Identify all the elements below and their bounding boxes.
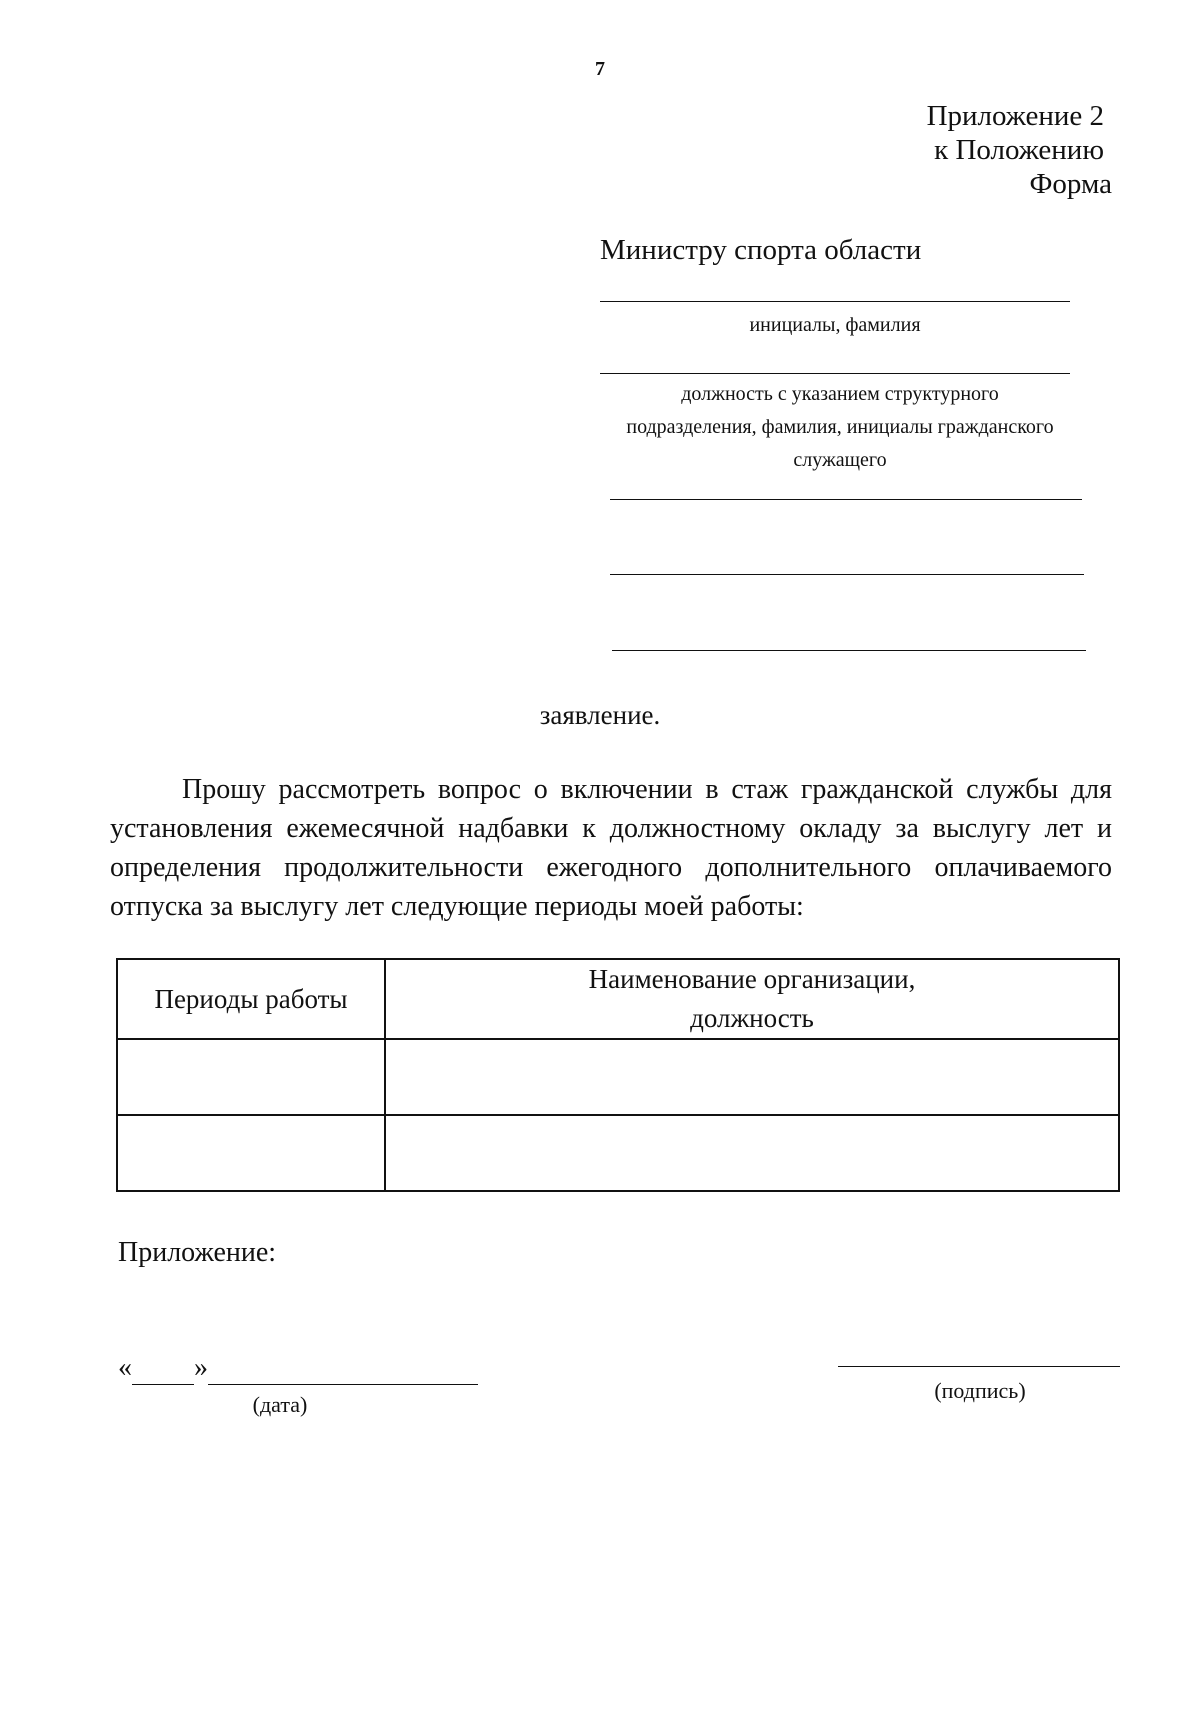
- period-cell[interactable]: [117, 1039, 385, 1115]
- date-caption: (дата): [252, 1392, 308, 1417]
- date-month-year-blank[interactable]: [208, 1352, 478, 1385]
- minister-name-line[interactable]: [600, 301, 1070, 302]
- period-cell[interactable]: [117, 1115, 385, 1191]
- initials-caption: инициалы, фамилия: [749, 314, 921, 336]
- column-header-periods: Периоды работы: [117, 959, 385, 1039]
- addressee-label: Министру спорта области: [600, 234, 922, 266]
- organization-cell[interactable]: [385, 1039, 1119, 1115]
- signature-line[interactable]: [838, 1366, 1120, 1367]
- date-day-blank[interactable]: [132, 1352, 194, 1385]
- appendix-number: Приложение 2: [926, 100, 1104, 132]
- column-header-organization-line-1: Наименование организации,: [588, 964, 916, 994]
- document-title: заявление.: [539, 700, 661, 730]
- position-caption: [590, 378, 1090, 477]
- table-row: [117, 1115, 1119, 1191]
- column-header-organization: [385, 959, 1119, 1039]
- column-header-organization-line-2: должность: [690, 1003, 814, 1033]
- position-caption-line-2: подразделения, фамилия, инициалы гражданского: [626, 416, 1054, 438]
- table-header-row: [117, 959, 1119, 1039]
- date-close-quote: »: [194, 1352, 208, 1383]
- request-paragraph: Прошу рассмотреть вопрос о включении в стаж гражданской службы для установления ежемесячной надбавки к должностному окладу за выслугу лет и определения продолжительности ежегодного дополнительного оплачиваемого отпуска за выслугу лет следующие периоды моей работы:: [110, 774, 1112, 922]
- applicant-blank-line-1[interactable]: [610, 499, 1082, 500]
- organization-cell[interactable]: [385, 1115, 1119, 1191]
- position-caption-line-1: должность с указанием структурного: [681, 383, 999, 405]
- applicant-position-line[interactable]: [600, 373, 1070, 374]
- work-periods-table: [116, 958, 1120, 1192]
- page-number: 7: [595, 58, 605, 80]
- applicant-blank-line-2[interactable]: [610, 574, 1084, 575]
- attachment-label: Приложение:: [118, 1237, 277, 1268]
- date-field: [118, 1352, 478, 1385]
- form-label: Форма: [1029, 168, 1112, 200]
- signature-caption: (подпись): [934, 1378, 1026, 1403]
- appendix-regulation: к Положению: [934, 134, 1104, 166]
- date-open-quote: «: [118, 1352, 132, 1383]
- position-caption-line-3: служащего: [793, 449, 887, 471]
- table-row: [117, 1039, 1119, 1115]
- applicant-blank-line-3[interactable]: [612, 650, 1086, 651]
